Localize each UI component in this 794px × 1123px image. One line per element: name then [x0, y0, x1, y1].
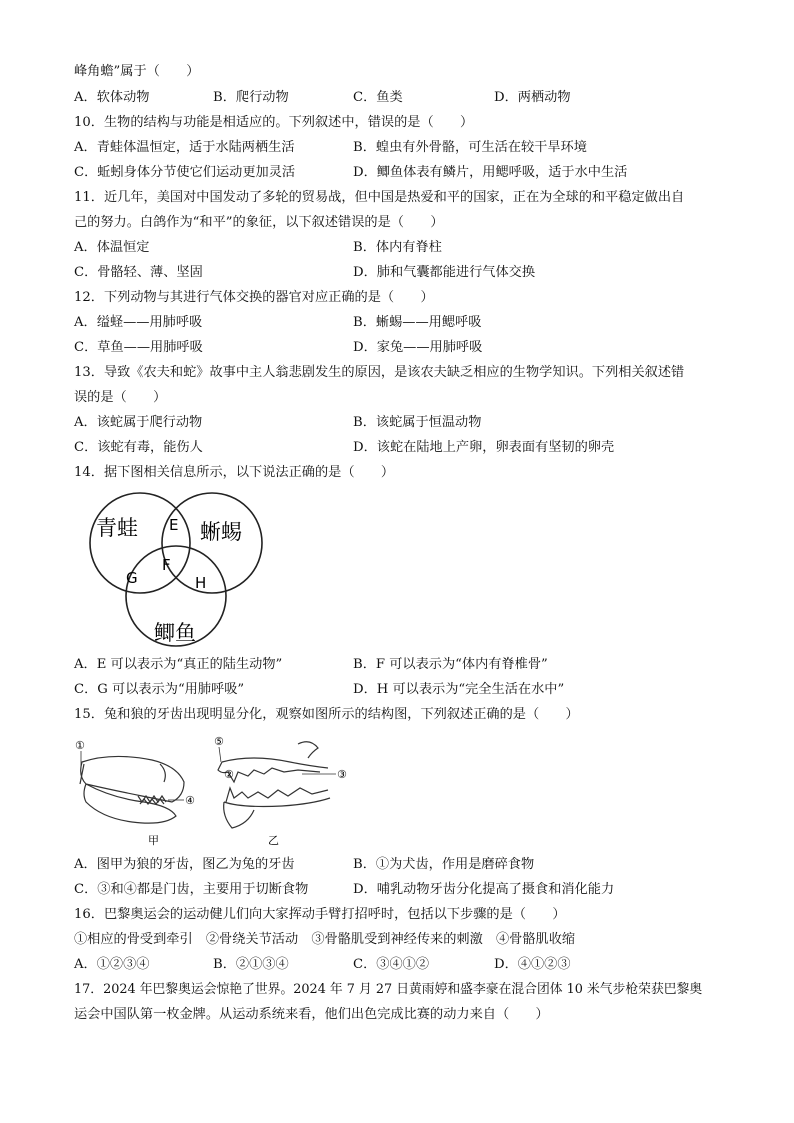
q14-option-b[interactable]: B．F 可以表示为“体内有脊椎骨”	[353, 657, 548, 672]
q9-option-a[interactable]: A．软体动物	[74, 90, 150, 105]
q14-stem: 14．据下图相关信息所示，以下说法正确的是（ ）	[74, 465, 395, 480]
q10-option-b[interactable]: B．蝗虫有外骨骼，可生活在较干旱环境	[353, 140, 587, 155]
q12-option-a[interactable]: A．缢蛏——用肺呼吸	[74, 315, 203, 330]
q15-option-c[interactable]: C．③和④都是门齿，主要用于切断食物	[74, 882, 309, 897]
label-3: ③	[337, 768, 347, 781]
q11-stem-line1: 11．近几年，美国对中国发动了多轮的贸易战，但中国是热爱和平的国家，正在为全球的和平稳定做出自	[74, 190, 685, 205]
venn-label-fish: 鲫鱼	[154, 621, 196, 645]
q10-stem: 10．生物的结构与功能是相适应的。下列叙述中，错误的是（ ）	[74, 115, 474, 130]
figure-yi: 乙	[268, 834, 279, 847]
q15-option-d[interactable]: D．哺乳动物牙齿分化提高了摄食和消化能力	[353, 882, 615, 897]
q17-stem-line2: 运会中国队第一枚金牌。从运动系统来看，他们出色完成比赛的动力来自（ ）	[74, 1007, 549, 1022]
venn-label-frog: 青蛙	[96, 516, 138, 540]
q12-option-c[interactable]: C．草鱼——用肺呼吸	[74, 340, 203, 355]
q13-option-d[interactable]: D．该蛇在陆地上产卵，卵表面有坚韧的卵壳	[353, 440, 615, 455]
q9-option-c[interactable]: C．鱼类	[353, 90, 403, 105]
rabbit-skull	[80, 756, 184, 823]
q11-option-a[interactable]: A．体温恒定	[74, 240, 150, 255]
q11-stem-line2: 己的努力。白鸽作为“和平”的象征，以下叙述错误的是（ ）	[74, 215, 444, 230]
q14-option-a[interactable]: A．E 可以表示为“真正的陆生动物”	[74, 657, 283, 672]
q16-stem: 16．巴黎奥运会的运动健儿们向大家挥动手臂打招呼时，包括以下步骤的是（ ）	[74, 907, 566, 922]
q15-option-b[interactable]: B．①为犬齿，作用是磨碎食物	[353, 857, 535, 872]
venn-diagram	[76, 490, 276, 650]
q9-option-d[interactable]: D．两栖动物	[494, 90, 571, 105]
q14-option-c[interactable]: C．G 可以表示为“用肺呼吸”	[74, 682, 245, 697]
q9-option-b[interactable]: B．爬行动物	[213, 90, 289, 105]
q16-option-b[interactable]: B．②①③④	[213, 957, 289, 972]
q16-option-d[interactable]: D．④①②③	[494, 957, 571, 972]
q11-option-d[interactable]: D．肺和气囊都能进行气体交换	[353, 265, 536, 280]
venn-region-h: H	[195, 574, 207, 592]
label-5: ⑤	[214, 735, 224, 748]
q16-steps: ①相应的骨受到牵引 ②骨绕关节活动 ③骨骼肌受到神经传来的刺激 ④骨骼肌收缩	[74, 932, 576, 947]
q15-stem: 15．兔和狼的牙齿出现明显分化，观察如图所示的结构图，下列叙述正确的是（ ）	[74, 707, 579, 722]
teeth-diagram	[72, 732, 362, 850]
figure-jia: 甲	[148, 834, 159, 847]
wolf-skull	[218, 742, 330, 828]
q16-option-a[interactable]: A．①②③④	[74, 957, 150, 972]
q10-option-c[interactable]: C．蚯蚓身体分节使它们运动更加灵活	[74, 165, 296, 180]
venn-region-g: G	[126, 569, 138, 587]
q13-stem-line2: 误的是（ ）	[74, 390, 167, 405]
q13-option-c[interactable]: C．该蛇有毒，能伤人	[74, 440, 203, 455]
frog-circle	[90, 493, 190, 593]
q12-stem: 12．下列动物与其进行气体交换的器官对应正确的是（ ）	[74, 290, 434, 305]
q10-option-a[interactable]: A．青蛙体温恒定，适于水陆两栖生活	[74, 140, 295, 155]
q17-stem-line1: 17．2024 年巴黎奥运会惊艳了世界。2024 年 7 月 27 日黄雨婷和盛李豪在混合团体 10 米气步枪荣获巴黎奥	[74, 982, 703, 997]
venn-region-e: E	[169, 516, 179, 534]
q16-option-c[interactable]: C．③④①②	[353, 957, 430, 972]
q12-option-b[interactable]: B．蜥蜴——用鳃呼吸	[353, 315, 482, 330]
q14-option-d[interactable]: D．H 可以表示为“完全生活在水中”	[353, 682, 565, 697]
q13-stem-line1: 13．导致《农夫和蛇》故事中主人翁悲剧发生的原因，是该农夫缺乏相应的生物学知识。下列相关叙述错	[74, 365, 685, 380]
q11-option-c[interactable]: C．骨骼轻、薄、坚固	[74, 265, 203, 280]
q13-option-b[interactable]: B．该蛇属于恒温动物	[353, 415, 482, 430]
q9-stem-tail: 峰角蟾”属于（ ）	[74, 64, 200, 79]
q15-option-a[interactable]: A．图甲为狼的牙齿，图乙为兔的牙齿	[74, 857, 295, 872]
q10-option-d[interactable]: D．鲫鱼体表有鳞片，用鳃呼吸，适于水中生活	[353, 165, 628, 180]
venn-region-f: F	[162, 556, 171, 574]
label-4: ④	[185, 794, 195, 807]
q12-option-d[interactable]: D．家兔——用肺呼吸	[353, 340, 483, 355]
label-2: ②	[224, 768, 234, 781]
label-1: ①	[75, 739, 85, 752]
q11-option-b[interactable]: B．体内有脊柱	[353, 240, 442, 255]
q13-option-a[interactable]: A．该蛇属于爬行动物	[74, 415, 203, 430]
venn-label-lizard: 蜥蜴	[200, 520, 242, 544]
